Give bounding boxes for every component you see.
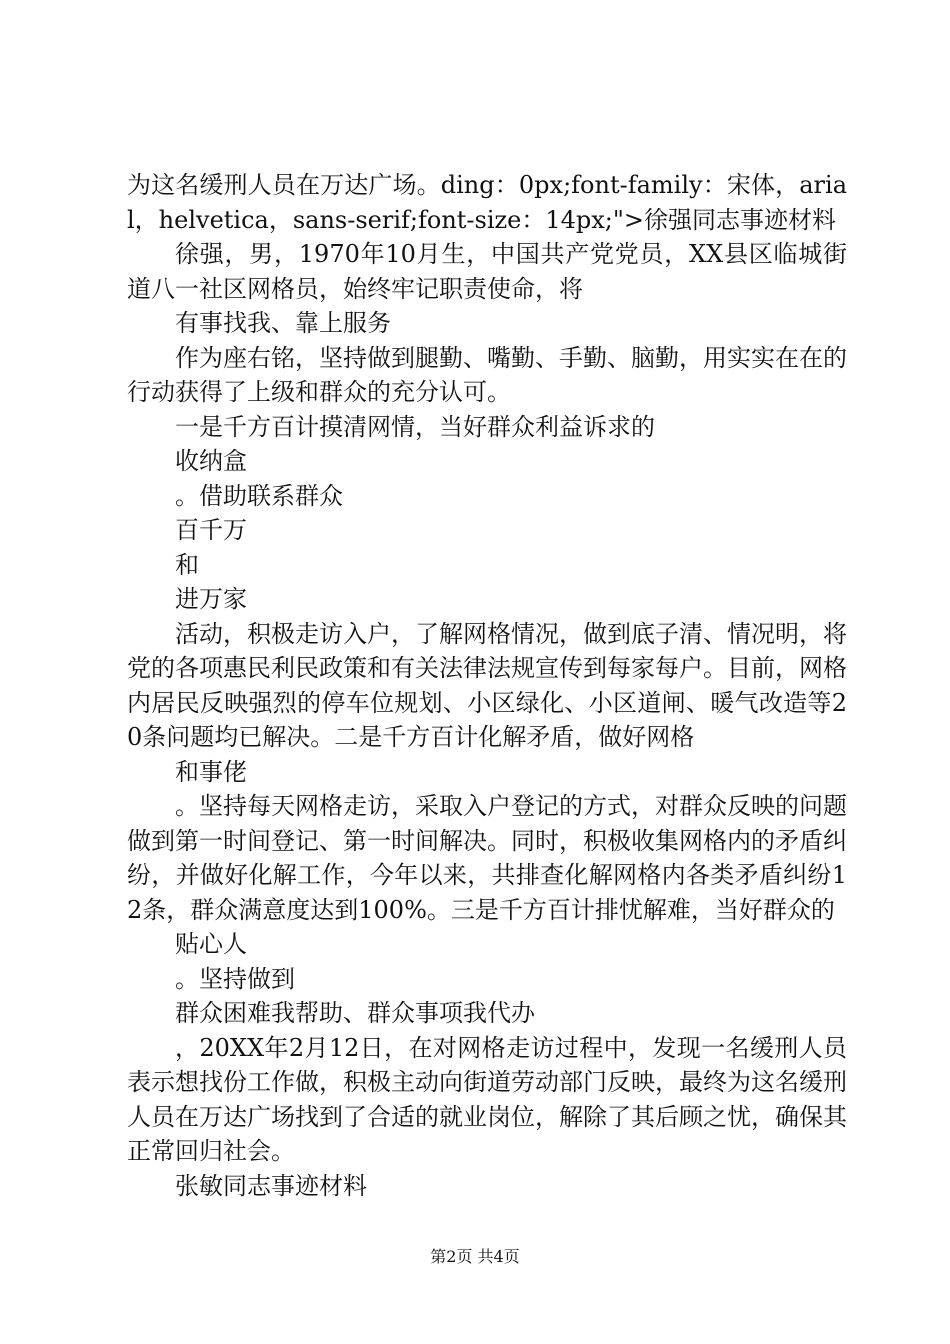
paragraph: 有事找我、靠上服务 (175, 309, 391, 337)
paragraph: 收纳盒 (175, 447, 247, 475)
paragraph: 一是千方百计摸清网情，当好群众利益诉求的 (175, 412, 655, 441)
paragraph: ，20XX年2月12日，在对网格走访过程中，发现一名缓刑人员表示想找份工作做，积极主动向街道劳动部门反映，最终为这名缓刑人员在万达广场找到了合适的就业岗位，解除了其后顾之忧，确保其正常回归社会。 (127, 1033, 847, 1165)
paragraph: 作为座右铭，坚持做到腿勤、嘴勤、手勤、脑勤，用实实在在的行动获得了上级和群众的充分认可。 (127, 343, 847, 406)
page-number-footer: 第2页 共4页 (430, 1247, 520, 1266)
paragraph: 和 (175, 550, 199, 579)
paragraph: 贴心人 (175, 930, 247, 958)
paragraph: 张敏同志事迹材料 (175, 1171, 367, 1200)
paragraph: 进万家 (175, 585, 247, 613)
document-body (127, 168, 847, 1203)
paragraph: 。借助联系群众 (175, 481, 343, 510)
paragraph: 活动，积极走访入户，了解网格情况，做到底子清、情况明，将党的各项惠民利民政策和有关法律法规宣传到每家每户。目前，网格内居民反映强烈的停车位规划、小区绿化、小区道闸、暖气改造等20条问题均已解决。二是千方百计化解矛盾，做好网格 (127, 619, 847, 751)
paragraph: 为这名缓刑人员在万达广场。ding：0px;font-family：宋体，arial，helvetica，sans-serif;font-size：14px;">徐强同志事迹材料 (127, 171, 847, 234)
paragraph: 和事佬 (175, 757, 247, 786)
paragraph: 。坚持每天网格走访，采取入户登记的方式，对群众反映的问题做到第一时间登记、第一时间解决。同时，积极收集网格内的矛盾纠纷，并做好化解工作，今年以来，共排查化解网格内各类矛盾纠纷12条，群众满意度达到100%。三是千方百计排忧解难，当好群众的 (127, 792, 847, 924)
paragraph: 百千万 (175, 516, 247, 544)
paragraph: 。坚持做到 (175, 964, 295, 993)
paragraph: 徐强，男，1970年10月生，中国共产党党员，XX县区临城街道八一社区网格员，始终牢记职责使命，将 (127, 240, 847, 303)
paragraph: 群众困难我帮助、群众事项我代办 (175, 999, 535, 1027)
